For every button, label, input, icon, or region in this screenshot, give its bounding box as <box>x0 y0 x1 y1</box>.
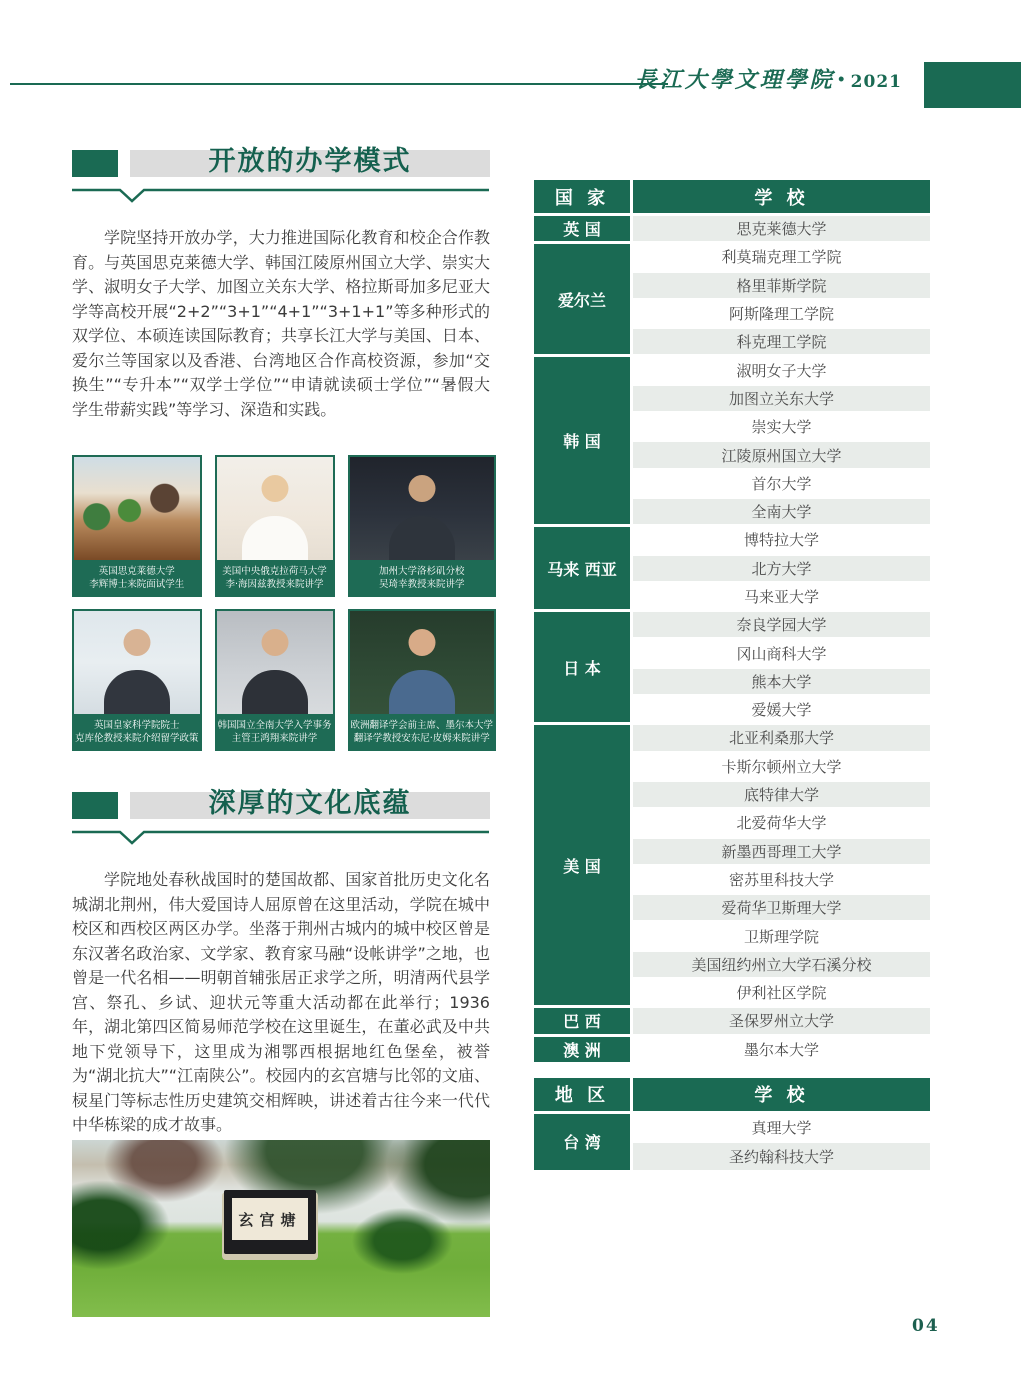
brand-separator-dot: • <box>836 72 849 88</box>
photo-image-3 <box>350 457 495 560</box>
school-cell: 北爱荷华大学 <box>633 810 930 835</box>
photo-caption-4 <box>74 714 200 749</box>
photo-image-4 <box>74 611 200 714</box>
brand-year: 2021 <box>850 72 902 92</box>
photo-caption-6 <box>350 714 495 749</box>
photo-caption-line1: 英国皇家科学院院士 <box>94 720 180 731</box>
section2-paragraph: 学院地处春秋战国时的楚国故都、国家首批历史文化名城湖北荆州，伟大爱国诗人屈原曾在这里活动，学院在城中校区和西校区两区办学。坐落于荆州古城内的城中校区曾是东汉著名政治家、文学家、教育家马融“设帐讲学”之地，也曾是一代名相——明朝首辅张居正求学之所，明清两代县学宫、祭孔、乡试、迎状元等重大活动都在此举行；1936年，湖北第四区简易师范学校在这里诞生，在董必武及中共地下党领导下，这里成为湘鄂西根据地红色堡垒，被誉为“湖北抗大”“江南陕公”。校园内的玄宫塘与比邻的文庙、棂星门等标志性历史建筑交相辉映，讲述着古往今来一代代中华栋梁的成才故事。 <box>72 870 490 1134</box>
section1-chip <box>72 150 118 177</box>
school-cell: 崇实大学 <box>633 414 930 439</box>
school-cell: 圣约翰科技大学 <box>633 1143 930 1170</box>
country-cell: 爱尔兰 <box>534 244 630 354</box>
school-cell: 卡斯尔顿州立大学 <box>633 754 930 779</box>
school-cell: 圣保罗州立大学 <box>633 1008 930 1033</box>
photo-card-3 <box>348 455 497 597</box>
country-cell: 日 本 <box>534 612 630 722</box>
photo-caption-line1: 欧洲翻译学会前主席、墨尔本大学 <box>350 720 494 731</box>
school-cell: 江陵原州国立大学 <box>633 442 930 467</box>
school-cell: 爱荷华卫斯理大学 <box>633 895 930 920</box>
region-table-header <box>534 1078 930 1111</box>
photo-caption-2 <box>217 560 333 595</box>
school-cell: 加图立关东大学 <box>633 386 930 411</box>
photo-caption-3 <box>350 560 495 595</box>
header-green-block <box>924 62 1021 108</box>
country-table-header <box>534 180 930 213</box>
brand-name: 長江大學文理學院 <box>634 67 835 93</box>
country-table-header-country: 国 家 <box>534 180 630 213</box>
country-cell: 英 国 <box>534 216 630 241</box>
photo-caption-line1: 韩国国立全南大学入学事务 <box>217 720 332 731</box>
page-number: 04 <box>912 1316 940 1336</box>
photo-caption-line1: 美国中央俄克拉荷马大学 <box>222 566 327 577</box>
section2-header <box>72 790 490 846</box>
table-gap <box>534 1062 930 1078</box>
school-cell: 熊本大学 <box>633 669 930 694</box>
section1-paragraph: 学院坚持开放办学，大力推进国际化教育和校企合作教育。与英国思克莱德大学、韩国江陵原州国立大学、崇实大学、淑明女子大学、加图立关东大学、格拉斯哥加多尼亚大学等高校开展“2+2”“3+1”“4+1”“3+1+1”等多种形式的双学位、本硕连读国际教育；共享长江大学与美国、日本、爱尔兰等国家以及香港、台湾地区合作高校资源，参加“交换生”“专升本”“双学士学位”“申请就读硕士学位”“暑假大学生带薪实践”等学习、深造和实践。 <box>72 228 490 419</box>
photo-caption-line2: 李辉博士来院面试学生 <box>89 579 185 590</box>
photo-caption-line1: 加州大学洛杉矶分校 <box>379 566 465 577</box>
school-cell: 阿斯隆理工学院 <box>633 301 930 326</box>
school-cell: 密苏里科技大学 <box>633 867 930 892</box>
country-cell: 美 国 <box>534 725 630 1005</box>
school-cell: 科克理工学院 <box>633 329 930 354</box>
section2-chip <box>72 792 118 819</box>
photo-card-4 <box>72 609 202 751</box>
country-table-header-school: 学 校 <box>633 180 930 213</box>
brand-title <box>635 63 902 94</box>
section1-underline <box>72 188 490 204</box>
country-cell: 台 湾 <box>534 1114 630 1170</box>
school-cell: 格里菲斯学院 <box>633 273 930 298</box>
school-cell: 淑明女子大学 <box>633 357 930 382</box>
school-cell: 北亚利桑那大学 <box>633 725 930 750</box>
campus-photo <box>72 1140 490 1317</box>
photo-caption-line2: 翻译学教授安东尼·皮姆来院讲学 <box>353 733 490 744</box>
photo-caption-line2: 主管王鸿翔来院讲学 <box>231 733 318 744</box>
photo-card-5 <box>215 609 335 751</box>
school-cell: 首尔大学 <box>633 471 930 496</box>
photo-image-5 <box>217 611 333 714</box>
school-cell: 博特拉大学 <box>633 527 930 552</box>
school-cell: 底特律大学 <box>633 782 930 807</box>
stone-sign-text: 玄宫塘 <box>238 1210 302 1229</box>
school-cell: 马来亚大学 <box>633 584 930 609</box>
school-cell: 利莫瑞克理工学院 <box>633 244 930 269</box>
country-cell: 韩 国 <box>534 357 630 524</box>
school-cell: 真理大学 <box>633 1114 930 1141</box>
country-cell: 巴 西 <box>534 1008 630 1033</box>
stone-sign-panel <box>232 1198 308 1240</box>
school-cell: 伊利社区学院 <box>633 980 930 1005</box>
photo-image-2 <box>217 457 333 560</box>
region-table-header-region: 地 区 <box>534 1078 630 1111</box>
school-cell: 冈山商科大学 <box>633 640 930 665</box>
school-cell: 全南大学 <box>633 499 930 524</box>
photo-caption-line2: 李·海因兹教授来院讲学 <box>225 579 324 590</box>
left-column <box>72 146 494 1338</box>
school-cell: 北方大学 <box>633 556 930 581</box>
school-cell: 墨尔本大学 <box>633 1037 930 1062</box>
region-table-body <box>534 1114 930 1170</box>
country-cell: 马来 西亚 <box>534 527 630 609</box>
section1-title: 开放的办学模式 <box>208 146 412 177</box>
right-column <box>534 180 930 1170</box>
photo-image-1 <box>74 457 200 560</box>
school-cell: 奈良学园大学 <box>633 612 930 637</box>
photo-caption-1 <box>74 560 200 595</box>
school-cell: 思克莱德大学 <box>633 216 930 241</box>
section2-title: 深厚的文化底蕴 <box>208 788 412 819</box>
photo-card-2 <box>215 455 335 597</box>
photo-caption-5 <box>217 714 333 749</box>
region-table-header-school: 学 校 <box>633 1078 930 1111</box>
header-rule <box>10 83 668 85</box>
photo-grid <box>72 455 494 751</box>
photo-card-1 <box>72 455 202 597</box>
school-cell: 新墨西哥理工大学 <box>633 839 930 864</box>
stone-sign <box>224 1190 316 1254</box>
photo-caption-line2: 克库伦教授来院介绍留学政策 <box>75 733 199 744</box>
school-cell: 美国纽约州立大学石溪分校 <box>633 952 930 977</box>
country-table-body <box>534 216 930 1062</box>
school-cell: 卫斯理学院 <box>633 923 930 948</box>
photo-image-6 <box>350 611 495 714</box>
school-cell: 爱媛大学 <box>633 697 930 722</box>
section1-header <box>72 148 490 204</box>
section2-underline <box>72 830 490 846</box>
photo-caption-line1: 英国思克莱德大学 <box>98 566 175 577</box>
photo-caption-line2: 吴琦幸教授来院讲学 <box>379 579 465 590</box>
country-cell: 澳 洲 <box>534 1037 630 1062</box>
photo-card-6 <box>348 609 497 751</box>
